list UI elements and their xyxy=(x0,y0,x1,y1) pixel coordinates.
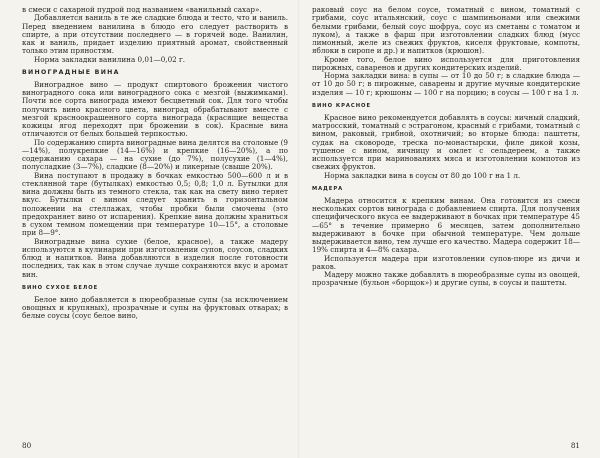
section-heading-grape-wines: ВИНОГРАДНЫЕ ВИНА xyxy=(22,68,120,76)
madeira-text xyxy=(312,197,580,288)
paragraph: Кроме того, белое вино используется для приготовления пирожных, саваренов и других кондитерских изделий. xyxy=(312,54,580,72)
paragraph: Виноградные вина сухие (белое, красное), а также мадеру используются в кулинарии при изготовлении супов, соусов, сладких блюд и напитков. Вина добавляются в изделия после готовности последних, так как в этом случае лучше сохраняются вкус и аромат вин. xyxy=(22,236,288,279)
paragraph: По содержанию спирта виноградные вина делятся на столовые (9—14%), полукрепкие (14—16%) и крепкие (16—20%), а по содержанию сахара — на сухие (до 7%), полусухие (1—4%), полусладкие (3—7%), сладкие (8—20%) и ликерные (свыше 20%). xyxy=(22,137,288,172)
right-page xyxy=(312,6,580,450)
paragraph: Мадера относится к крепким винам. Она готовится из смеси нескольких сортов винограда с добавлением спирта. Для получения специфического вкуса ее выдерживают в бочках при температуре 45—65° в течение примерно 6 месяцев, затем дополнительно выдерживают в бочке при обычной температуре. Чем дольше выдерживается вино, тем лучше его качество. Мадера содержит 18—19% спирта и 4—8% сахара. xyxy=(312,195,580,255)
red-wine-text xyxy=(312,114,580,180)
paragraph: раковый соус на белом соусе, томатный с вином, томатный с грибами, соус итальянский, соус с шампиньонами или свежими белыми грибами, белый соус шофруа, соус из сметаны с томатом и луком), а также в фарш при изготовлении сладких блюд (мусс лимонный, желе из свежих фруктов, киселя фруктовые, компоты, яблоки в сиропе и др.) и напитков (крюшон). xyxy=(312,6,580,56)
page-number: 81 xyxy=(570,441,580,450)
paragraph: Норма закладки ванилина 0,01—0,02 г. xyxy=(34,54,186,64)
paragraph: Красное вино рекомендуется добавлять в соусы: яичный сладкий, матросский, томатный с эстрагоном, красный с грибами, томатный с вином, раковый, грибной, охотничий; во вторые блюда: паштеты, судак на сковороде, треска по-монастырски, филе дикой козы, тушеное с вином, яичницу и омлет с сельдереем, а также используется при маринованиях мяса и изготовлении компотов из свежих фруктов. xyxy=(312,112,580,172)
section-heading-dry-white-wine: ВИНО СУХОЕ БЕЛОЕ xyxy=(22,284,99,291)
paragraph: Используется мадера при изготовлении супов-пюре из дичи и раков. xyxy=(312,253,580,271)
left-page xyxy=(22,6,288,450)
grape-wines-text xyxy=(22,81,288,279)
section-heading-red-wine: ВИНО КРАСНОЕ xyxy=(312,102,372,109)
paragraph: Вина поступают в продажу в бочках емкостью 500—600 л и в стеклянной таре (бутылках) емкостью 0,5; 0,8; 1,0 л. Бутылки для вина должны быть из темного стекла, так как на свету вино теряет вкус. Бутылки с вином следует хранить в горизонтальном положении на стеллажах, чтобы пробки были смочены (это предохраняет вино от испарения). Крепкие вина должны храниться в сухом темном помещении при температуре 10—15°, а столовые при 8—9°. xyxy=(22,170,288,238)
paragraph: Норма закладки вина: в супы — от 10 до 50 г; в сладкие блюда — от 10 до 50 г; в пирожные, саварены и другие мучные кондитерские изделия — 10 г; крюшоны — 100 г на порцию; в соусы — 100 г на 1 л. xyxy=(312,71,580,97)
book-gutter xyxy=(298,0,300,458)
paragraph: Норма закладки вина в соусы от 80 до 100 г на 1 л. xyxy=(324,170,521,180)
paragraph: Добавляется ваниль в те же сладкие блюда и тесто, что и ваниль. Перед введением ванилина в блюдо его следует растворить в спирте, а при отсутствии последнего — в горячей воде. Ванилин, как и ваниль, придает изделию приятный аромат, свойственный только этим пряностям. xyxy=(22,13,288,56)
paragraph: Мадеру можно также добавлять в пюреобразные супы из овощей, прозрачные (бульон «борщок») и другие супы, в соусы и паштеты. xyxy=(312,270,580,288)
paragraph: Белое вино добавляется в пюреобразные супы (за исключением овощных и крупяных), прозрачные и супы на фруктовых отварах; в белые соусы (соус белое вино, xyxy=(22,294,288,321)
paragraph: Виноградное вино — продукт спиртового брожения чистого виноградного сока или виноградного сока с мезгой (выжимками). Почти все сорта винограда имеют бесцветный сок. Для того чтобы получить вино красного цвета, виноград обрабатывают вместе с мезгой красноокрашенного сорта винограда (красящие вещества кожицы ягод переходят при брожении в сок). Красные вина отличаются от белых большей терпкостью. xyxy=(22,79,288,139)
dry-white-text xyxy=(22,296,288,321)
left-top-text xyxy=(22,6,288,64)
section-heading-madeira: МАДЕРА xyxy=(312,185,344,192)
right-top-text xyxy=(312,6,580,97)
page-number: 80 xyxy=(22,441,32,450)
paragraph: в смеси с сахарной пудрой под названием «ванильный сахар». xyxy=(22,6,262,14)
